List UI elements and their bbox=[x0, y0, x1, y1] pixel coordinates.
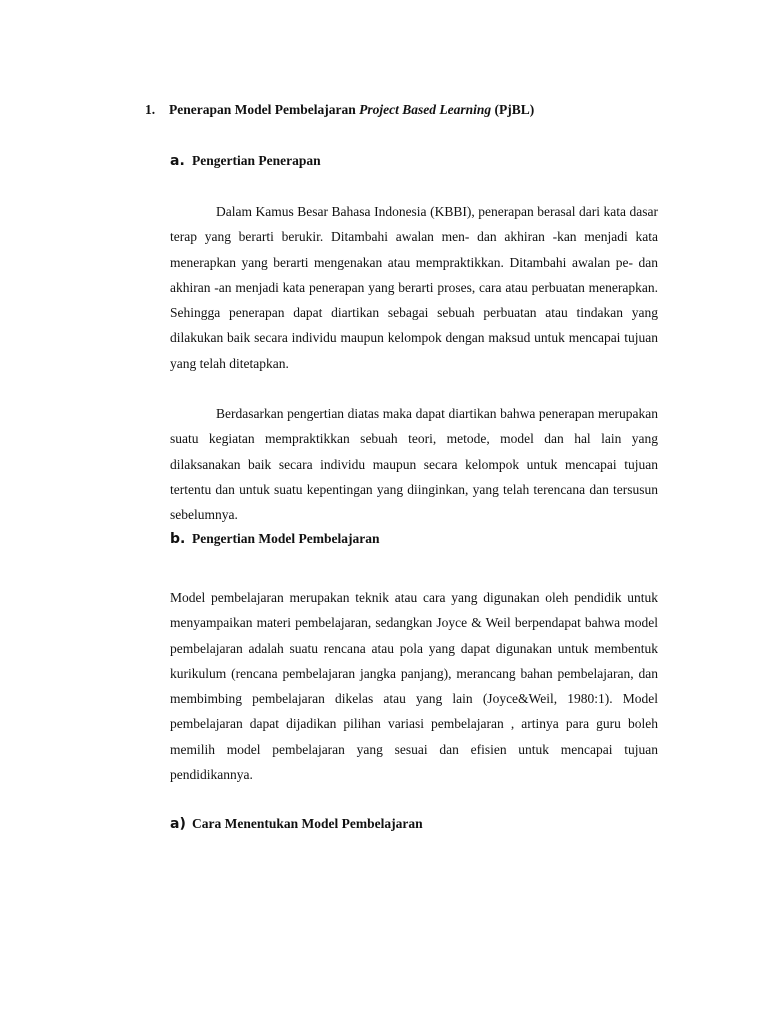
heading-1 bbox=[145, 102, 534, 118]
section-a-marker: a. bbox=[170, 153, 185, 169]
heading-1-italic: Project Based Learning bbox=[359, 102, 492, 117]
section-a-title: Pengertian Penerapan bbox=[192, 153, 321, 168]
paragraph-1: Dalam Kamus Besar Bahasa Indonesia (KBBI), penerapan berasal dari kata dasar terap yang berarti berukir. Ditambahi awalan men- dan akhiran -kan menjadi kata menerapkan yang berarti mengenakan atau mempraktikkan. Ditambahi awalan pe- dan akhiran -an menjadi kata penerapan yang berarti proses, cara atau perbuatan menerapkan. Sehingga penerapan dapat diartikan sebagai sebuah perbuatan atau tindakan yang dilakukan baik secara individu maupun kelompok dengan maksud untuk mencapai tujuan yang telah ditetapkan. bbox=[170, 204, 658, 371]
section-b-marker: b. bbox=[170, 531, 186, 547]
paragraph-3: Model pembelajaran merupakan teknik atau cara yang digunakan oleh pendidik untuk menyampaikan materi pembelajaran, sedangkan Joyce & Weil berpendapat bahwa model pembelajaran adalah suatu rencana atau pola yang dapat digunakan untuk membentuk kurikulum (rencana pembelajaran jangka panjang), merancang bahan pembelajaran, dan membimbing pembelajaran dikelas atau yang lain (Joyce&Weil, 1980:1). Model pembelajaran dapat dijadikan pilihan variasi pembelajaran , artinya para guru boleh memilih model pembelajaran yang sesuai dan efisien untuk mencapai tujuan pendidikannya. bbox=[170, 590, 658, 783]
heading-1-suffix: (PjBL) bbox=[491, 102, 535, 117]
subsection-a-heading bbox=[170, 816, 423, 832]
section-a-heading bbox=[170, 153, 321, 169]
paragraph-2: Berdasarkan pengertian diatas maka dapat diartikan bahwa penerapan merupakan suatu kegiatan mempraktikkan sebuah teori, metode, model dan hal lain yang dilaksanakan baik secara individu maupun secara kelompok untuk mencapai tujuan tertentu dan untuk suatu kepentingan yang diinginkan, yang telah terencana dan tersusun sebelumnya. bbox=[170, 406, 658, 523]
section-b-title: Pengertian Model Pembelajaran bbox=[192, 531, 380, 546]
heading-1-number: 1. bbox=[145, 102, 156, 117]
section-b-heading bbox=[170, 531, 379, 547]
heading-1-text: Penerapan Model Pembelajaran bbox=[169, 102, 360, 117]
subsection-a-title: Cara Menentukan Model Pembelajaran bbox=[192, 816, 423, 831]
subsection-a-marker: a) bbox=[170, 816, 186, 832]
